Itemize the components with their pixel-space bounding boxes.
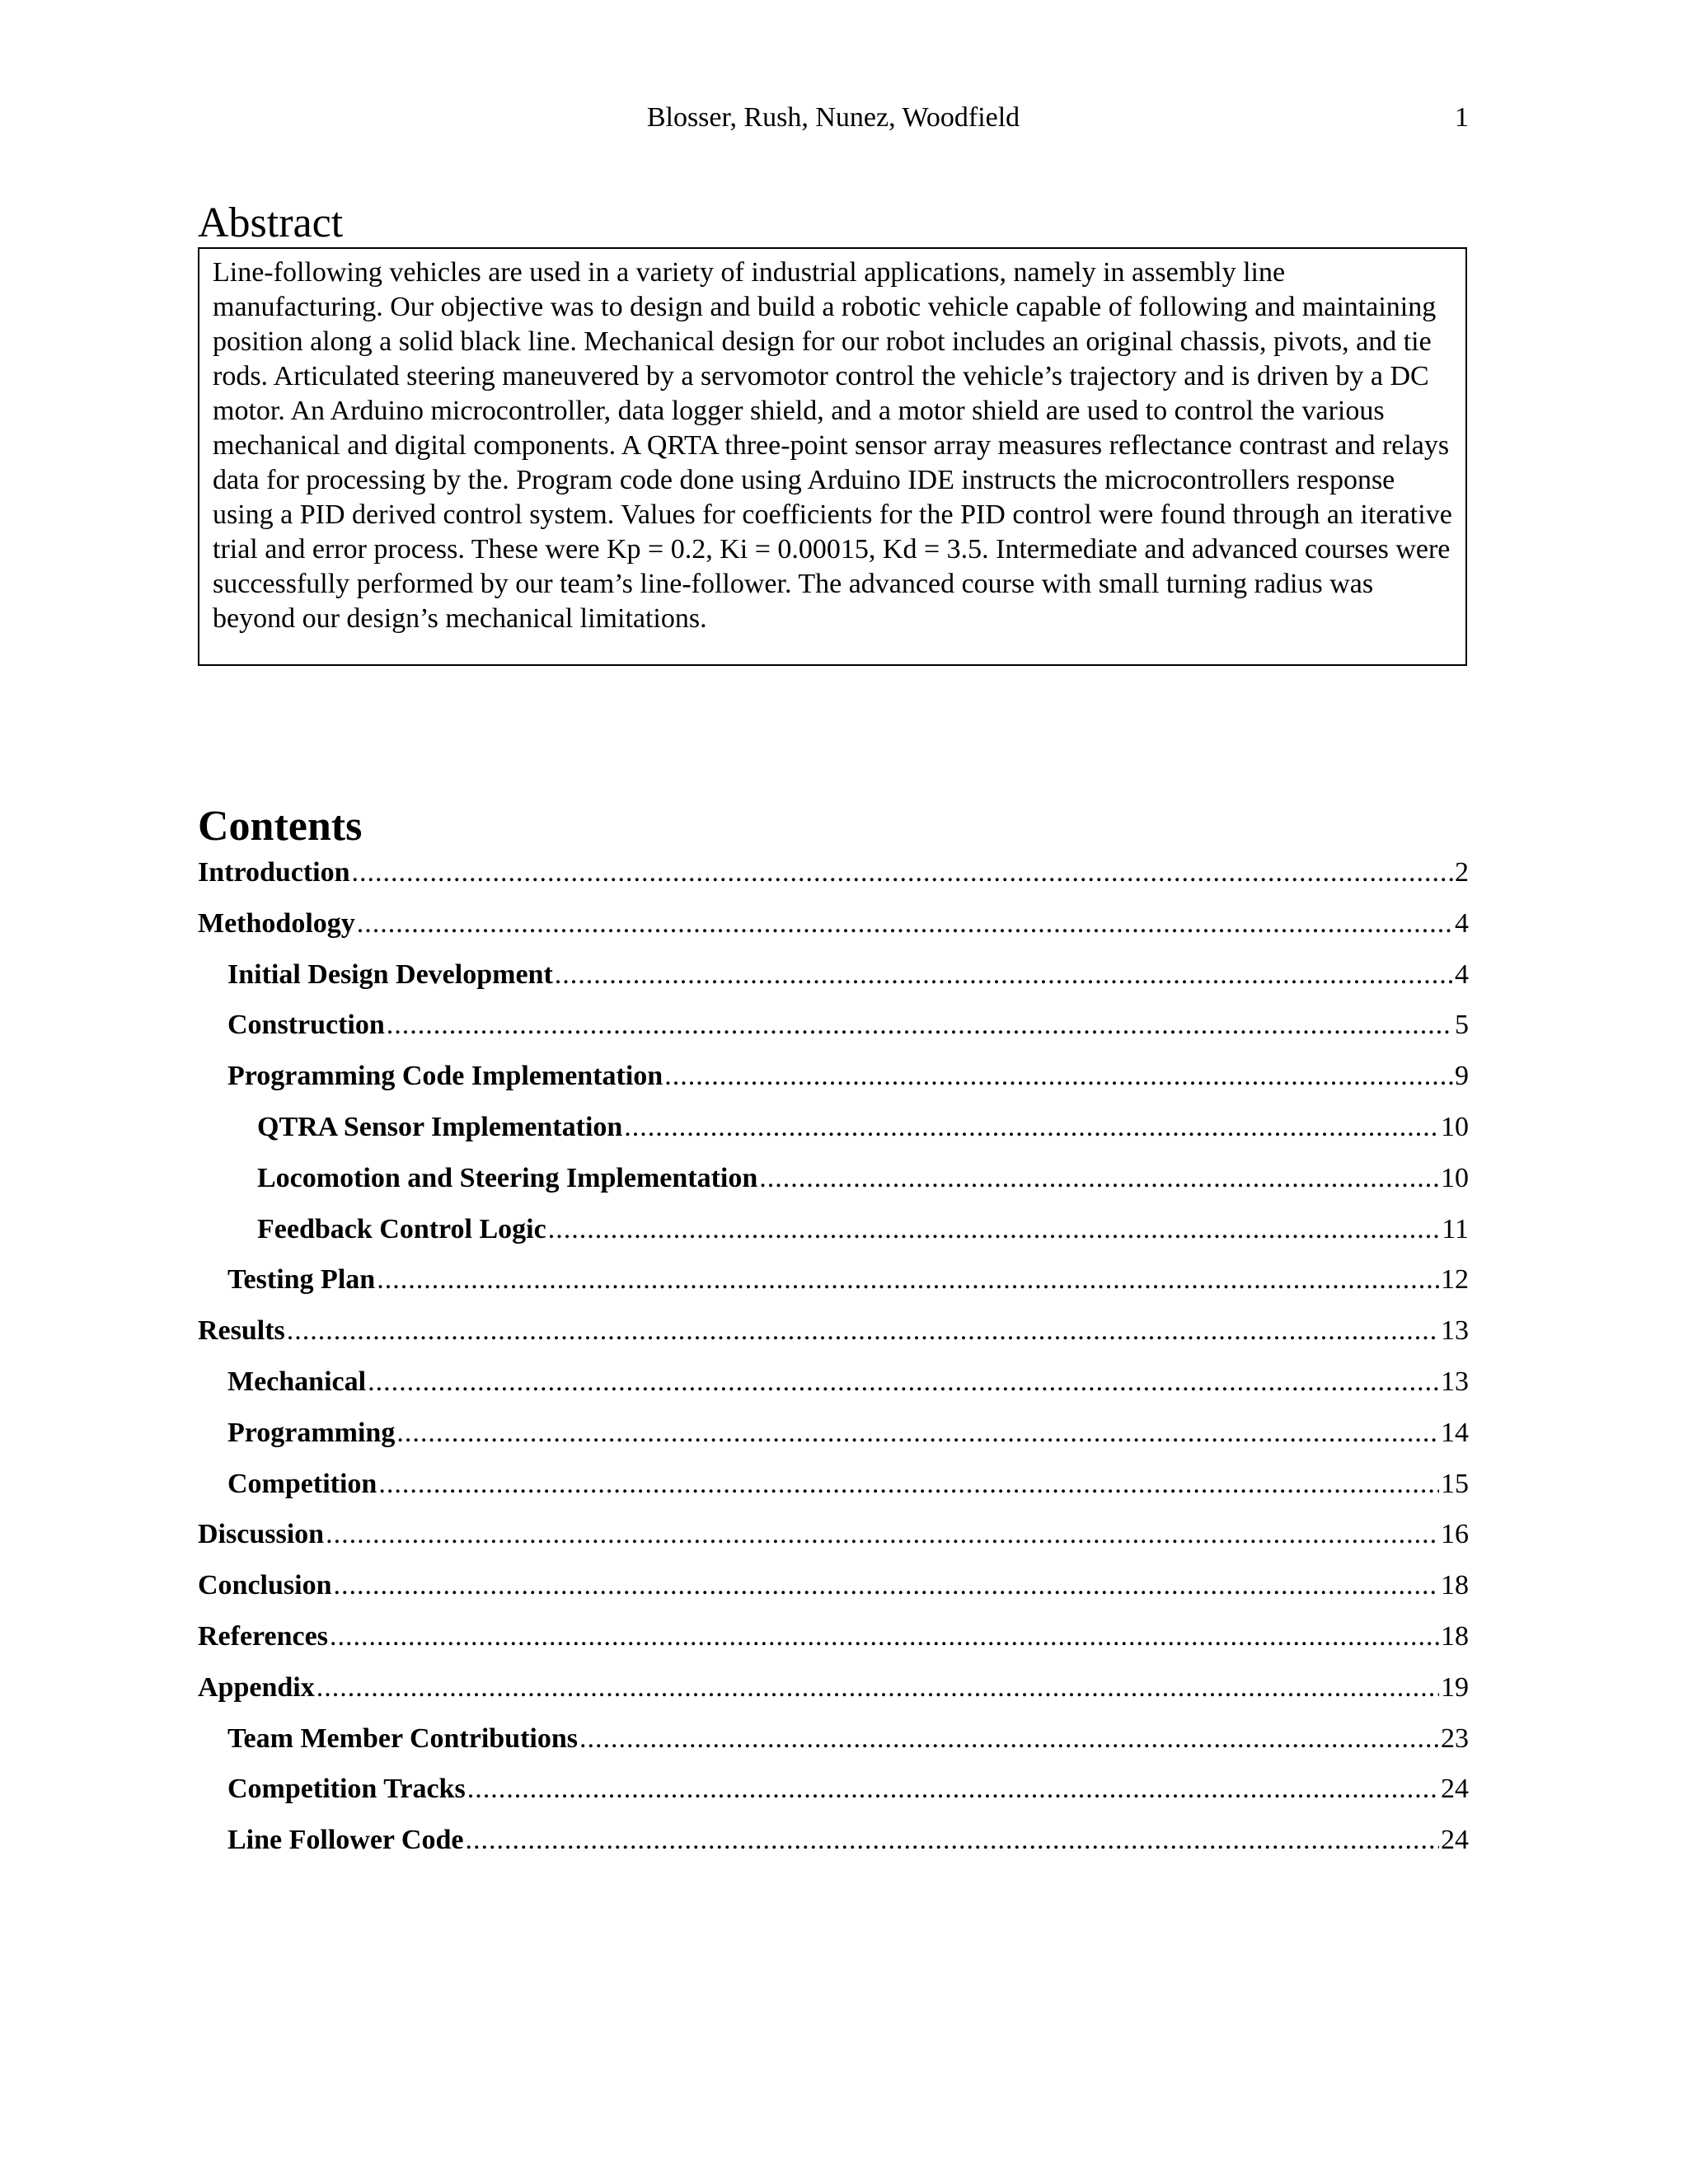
toc-leader-dots [377,1258,1439,1302]
toc-entry-label: Line Follower Code [227,1825,464,1856]
abstract-box [198,247,1467,666]
toc-leader-dots [357,902,1453,946]
toc-entry[interactable] [198,1462,1469,1513]
toc-entry-page: 4 [1455,958,1469,990]
toc-entry-page: 16 [1441,1519,1469,1550]
toc-entry-label: Introduction [198,857,350,888]
toc-leader-dots [555,953,1453,997]
toc-entry-page: 18 [1441,1620,1469,1652]
header-authors: Blosser, Rush, Nunez, Woodfield [646,102,1020,133]
toc-leader-dots [759,1156,1439,1201]
abstract-text: Line-following vehicles are used in a variety of industrial applications, namely in assembly line manufacturing. Our objective was to design and build a robotic vehicle capable of following and maintaining position along a solid black line. Mechanical design for our robot includes an original chassis, pivots, and tie rods. Articulated steering maneuvered by a servomotor control the vehicle’s trajectory and is driven by a DC motor. An Arduino microcontroller, data logger shield, and a motor shield are used to control the various mechanical and digital components. A QRTA three-point sensor array measures reflectance contrast and relays data for processing by the. Program code done using Arduino IDE instructs the microcontrollers response using a PID derived control system. Values for coefficients for the PID control were found through an iterative trial and error process. These were Kp = 0.2, Ki = 0.00015, Kd = 3.5. Intermediate and advanced courses were successfully performed by our team’s line-follower. The advanced course with small turning radius was beyond our design’s mechanical limitations. [213,257,1452,634]
toc-entry[interactable] [198,851,1469,902]
toc-entry-label: Team Member Contributions [227,1722,578,1754]
toc-entry-page: 13 [1441,1366,1469,1397]
toc-entry-page: 13 [1441,1315,1469,1347]
toc-entry[interactable] [198,1615,1469,1666]
toc-entry[interactable] [198,1411,1469,1462]
toc-entry-page: 10 [1441,1162,1469,1193]
toc-entry-page: 4 [1455,907,1469,939]
toc-entry-page: 14 [1441,1417,1469,1448]
toc-entry-page: 18 [1441,1570,1469,1601]
toc-entry-page: 9 [1455,1061,1469,1092]
toc-entry-label: Programming Code Implementation [227,1061,663,1092]
toc-entry-page: 19 [1441,1671,1469,1703]
toc-entry-label: Competition [227,1468,377,1499]
toc-entry-label: Programming [227,1417,396,1448]
running-head [198,97,1469,138]
toc-entry[interactable] [198,1360,1469,1411]
toc-entry-label: Testing Plan [227,1264,376,1296]
toc-entry[interactable] [198,1818,1469,1869]
toc-entry-page: 10 [1441,1111,1469,1142]
toc-entry[interactable] [198,1767,1469,1818]
toc-leader-dots [326,1512,1439,1557]
toc-entry-page: 23 [1441,1722,1469,1754]
toc-entry-label: Locomotion and Steering Implementation [257,1162,758,1193]
toc-entry-label: Mechanical [227,1366,367,1397]
toc-entry-label: Discussion [198,1519,325,1550]
toc-entry-page: 15 [1441,1468,1469,1499]
toc-entry[interactable] [198,1563,1469,1615]
toc-leader-dots [352,851,1453,895]
toc-entry-label: Initial Design Development [227,958,553,990]
toc-entry[interactable] [198,1207,1469,1258]
toc-entry[interactable] [198,1156,1469,1207]
toc-entry[interactable] [198,1512,1469,1563]
toc-leader-dots [664,1054,1453,1099]
toc-leader-dots [396,1411,1439,1455]
toc-leader-dots [330,1615,1439,1659]
toc-leader-dots [334,1563,1440,1608]
abstract-heading: Abstract [198,199,344,246]
toc-entry[interactable] [198,902,1469,953]
toc-leader-dots [316,1666,1439,1710]
toc-entry-page: 2 [1455,857,1469,888]
toc-entry-page: 24 [1441,1825,1469,1856]
toc-leader-dots [378,1462,1439,1507]
toc-entry[interactable] [198,1666,1469,1717]
toc-entry-label: References [198,1620,328,1652]
toc-entry-page: 24 [1441,1774,1469,1805]
toc-entry-page: 12 [1441,1264,1469,1296]
toc-entry-label: Competition Tracks [227,1774,466,1805]
toc-entry-label: Conclusion [198,1570,332,1601]
toc-entry-label: Appendix [198,1671,315,1703]
toc-leader-dots [548,1207,1441,1252]
toc-leader-dots [579,1717,1439,1761]
toc-leader-dots [287,1309,1439,1353]
toc-entry[interactable] [198,953,1469,1004]
toc-entry[interactable] [198,1717,1469,1768]
toc-entry[interactable] [198,1054,1469,1105]
toc-leader-dots [387,1003,1453,1047]
toc-entry[interactable] [198,1003,1469,1054]
toc-entry-label: Results [198,1315,285,1347]
contents-heading: Contents [198,803,363,850]
toc-entry-page: 11 [1442,1213,1469,1244]
toc-entry[interactable] [198,1105,1469,1156]
toc-leader-dots [368,1360,1439,1404]
toc-entry-page: 5 [1455,1010,1469,1041]
toc-entry-label: Methodology [198,907,355,939]
toc-leader-dots [467,1767,1439,1811]
toc-leader-dots [624,1105,1439,1150]
header-page-number: 1 [1455,102,1469,133]
toc-entry-label: QTRA Sensor Implementation [257,1111,623,1142]
toc-leader-dots [465,1818,1439,1863]
toc-entry[interactable] [198,1309,1469,1360]
toc-entry-label: Construction [227,1010,385,1041]
toc-entry-label: Feedback Control Logic [257,1213,546,1244]
toc-entry[interactable] [198,1258,1469,1309]
table-of-contents [198,851,1469,1869]
